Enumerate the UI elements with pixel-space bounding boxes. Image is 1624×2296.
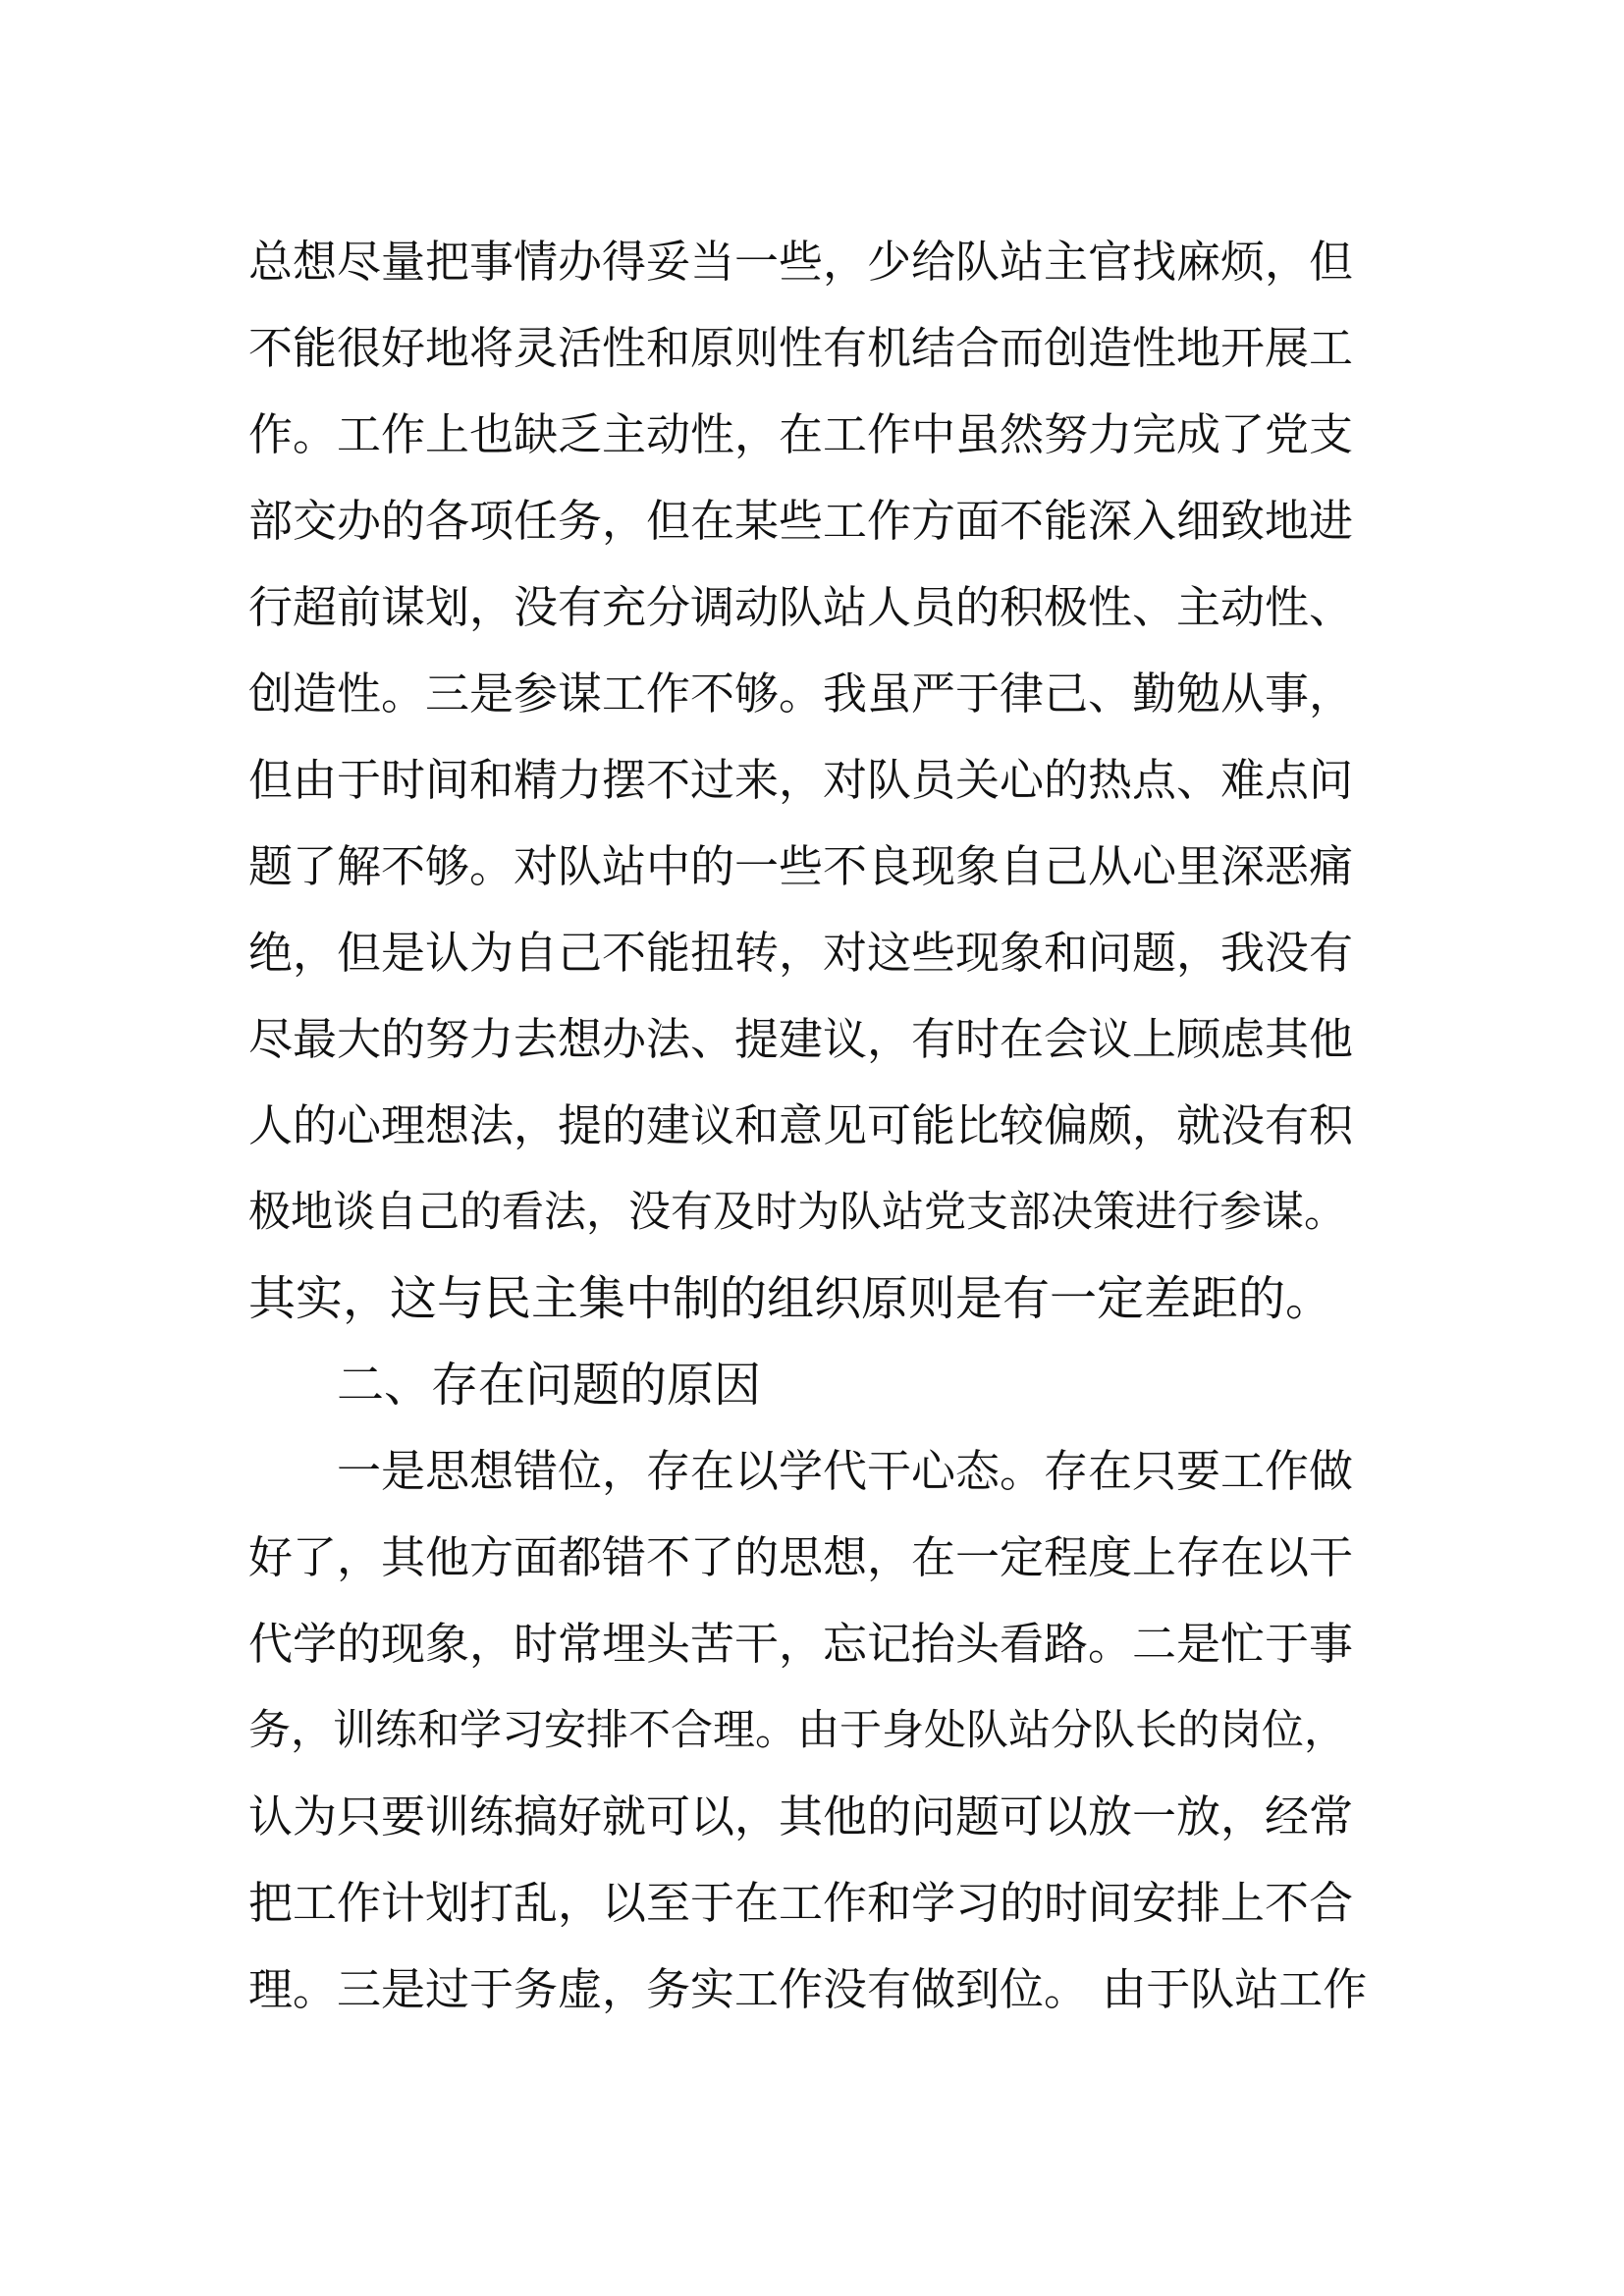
paragraph-line: 一是思想错位，存在以学代干心态。存在只要工作做 bbox=[337, 1445, 1354, 1497]
paragraph-line: 把工作计划打乱，以至于在工作和学习的时间安排上不合 bbox=[248, 1877, 1354, 1929]
paragraph-line: 但由于时间和精力摆不过来，对队员关心的热点、难点问 bbox=[248, 754, 1354, 806]
paragraph-line: 务，训练和学习安排不合理。由于身处队站分队长的岗位， bbox=[248, 1706, 1346, 1755]
paragraph-line: 人的心理想法，提的建议和意见可能比较偏颇，就没有积 bbox=[248, 1099, 1354, 1151]
paragraph-line: 总想尽量把事情办得妥当一些，少给队站主官找麻烦，但 bbox=[248, 236, 1354, 288]
paragraph-line: 创造性。三是参谋工作不够。我虽严于律己、勤勉从事， bbox=[248, 667, 1354, 720]
paragraph-line: 理。三是过于务虚，务实工作没有做到位。 由于队站工作 bbox=[248, 1963, 1368, 2015]
paragraph-line: 不能很好地将灵活性和原则性有机结合而创造性地开展工 bbox=[248, 322, 1354, 374]
paragraph-line: 尽最大的努力去想办法、提建议，有时在会议上顾虑其他 bbox=[248, 1013, 1354, 1065]
paragraph-line: 作。工作上也缺乏主动性，在工作中虽然努力完成了党支 bbox=[248, 408, 1354, 460]
paragraph-line: 好了，其他方面都错不了的思想，在一定程度上存在以干 bbox=[248, 1531, 1354, 1583]
paragraph-line: 认为只要训练搞好就可以，其他的问题可以放一放，经常 bbox=[248, 1790, 1354, 1842]
section-heading: 二、存在问题的原因 bbox=[337, 1358, 762, 1413]
paragraph-line: 极地谈自己的看法，没有及时为队站党支部决策进行参谋。 bbox=[248, 1188, 1346, 1237]
paragraph-line: 绝，但是认为自己不能扭转，对这些现象和问题，我没有 bbox=[248, 927, 1354, 979]
paragraph-line: 题了解不够。对队站中的一些不良现象自己从心里深恶痛 bbox=[248, 840, 1354, 892]
paragraph-line: 其实，这与民主集中制的组织原则是有一定差距的。 bbox=[248, 1271, 1333, 1326]
paragraph-line: 行超前谋划，没有充分调动队站人员的积极性、主动性、 bbox=[248, 581, 1354, 633]
paragraph-line: 代学的现象，时常埋头苦干，忘记抬头看路。二是忙于事 bbox=[248, 1618, 1354, 1670]
paragraph-line: 部交办的各项任务，但在某些工作方面不能深入细致地进 bbox=[248, 495, 1354, 547]
